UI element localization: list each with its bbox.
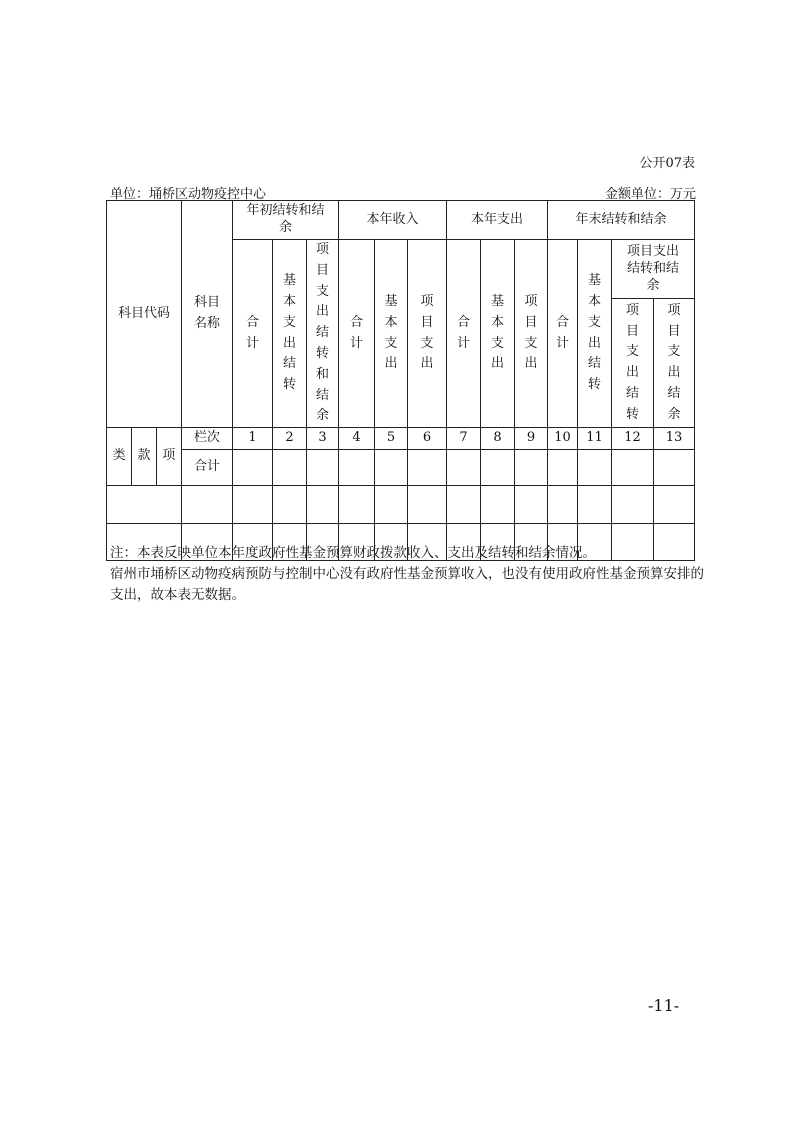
subject-code-split: [107, 428, 182, 486]
col-number: 7: [447, 428, 481, 449]
col-number: 9: [515, 428, 548, 449]
col-number: 12: [612, 428, 654, 449]
col-number: 6: [408, 428, 447, 449]
col-number: 3: [307, 428, 339, 449]
header-income-total: 合计: [339, 240, 375, 428]
total-row-label: 合计: [182, 449, 233, 486]
header-expense-basic: 基本支出: [481, 240, 515, 428]
table-cell: [307, 449, 339, 486]
lei-label: 类: [107, 428, 132, 485]
col-number: 10: [548, 428, 578, 449]
col-number: 2: [273, 428, 307, 449]
table-cell: [612, 449, 654, 486]
col-number: 4: [339, 428, 375, 449]
header-income-basic: 基本支出: [375, 240, 408, 428]
table-cell: [375, 449, 408, 486]
header-group-income: 本年收入: [339, 201, 447, 240]
table-cell: [273, 449, 307, 486]
header-income-project: 项目支出: [408, 240, 447, 428]
header-expense-project: 项目支出: [515, 240, 548, 428]
header-subject-name: 科目名称: [182, 201, 233, 428]
table-cell: [233, 449, 273, 486]
header-start-total: 合计: [233, 240, 273, 428]
col-number: 11: [578, 428, 612, 449]
header-end-project-carry: 项目支出结转: [612, 299, 654, 428]
header-start-basic: 基本支出结转: [273, 240, 307, 428]
notes: [110, 543, 710, 606]
header-expense-total: 合计: [447, 240, 481, 428]
header-group-end: 年末结转和结余: [548, 201, 695, 240]
header-end-project: 项目支出结转和结余: [612, 240, 695, 299]
header-group-start: 年初结转和结余: [233, 201, 339, 240]
col-number: 8: [481, 428, 515, 449]
col-number: 5: [375, 428, 408, 449]
table-cell: [548, 449, 578, 486]
table-cell: [654, 449, 695, 486]
note-line-2: 宿州市埇桥区动物疫病预防与控制中心没有政府性基金预算收入，也没有使用政府性基金预算安排的支出，故本表无数据。: [110, 566, 704, 603]
form-code: 公开07表: [639, 156, 695, 171]
header-group-expense: 本年支出: [447, 201, 548, 240]
table-cell: [578, 449, 612, 486]
xiang-label: 项: [162, 448, 176, 464]
header-end-project-surplus: 项目支出结余: [654, 299, 695, 428]
budget-table: [106, 200, 695, 561]
col-number: 1: [233, 428, 273, 449]
table-cell: [481, 449, 515, 486]
table-cell: [515, 449, 548, 486]
table-cell: [447, 449, 481, 486]
lanci-label: 栏次: [182, 428, 233, 449]
header-end-total: 合计: [548, 240, 578, 428]
table-cell: [408, 449, 447, 486]
header-subject-code: 科目代码: [107, 201, 182, 428]
amount-unit: 金额单位：万元: [604, 187, 696, 202]
kuan-label: 款: [132, 428, 157, 485]
table-cell: [339, 449, 375, 486]
unit-label: 单位：埇桥区动物疫控中心: [110, 187, 267, 202]
page-number: -11-: [648, 996, 680, 1015]
table-row: [107, 486, 695, 524]
header-end-basic: 基本支出结转: [578, 240, 612, 428]
note-line-1: 注：本表反映单位本年度政府性基金预算财政拨款收入、支出及结转和结余情况。: [110, 545, 596, 561]
col-number: 13: [654, 428, 695, 449]
header-start-project: 项目支出结转和结余: [307, 240, 339, 428]
